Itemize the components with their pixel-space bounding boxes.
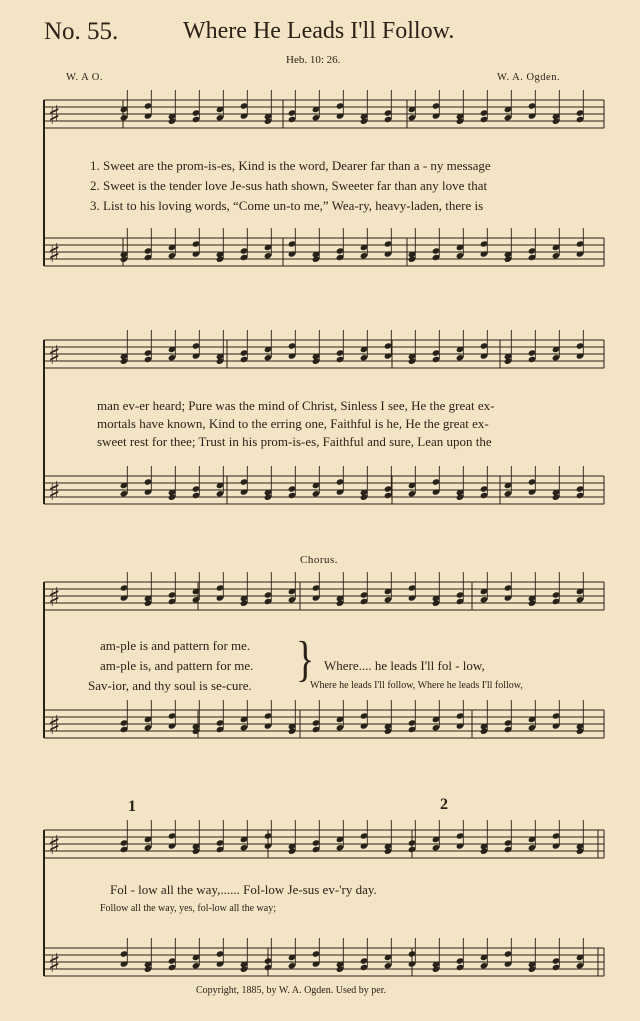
verse-2-line-2: mortals have known, Kind to the erring one, Faithful is he, He the great ex- (97, 416, 489, 431)
clef-glyph: ♯ (48, 341, 61, 371)
chorus-bass-lyric: Where he leads I'll follow, Where he leads I'll follow, (310, 680, 523, 691)
clef-glyph: ♯ (48, 583, 61, 613)
verse-3-ending: Sav-ior, and thy soul is se-cure. (88, 678, 252, 693)
note-heads (120, 90, 585, 973)
chorus-label: Chorus. (300, 554, 339, 566)
first-ending-number: 1 (128, 798, 136, 815)
verse-1-line-2: man ev-er heard; Pure was the mind of Christ, Sinless I see, He the great ex- (97, 398, 495, 413)
lyricist-credit: W. A O. (66, 72, 103, 83)
clef-glyph: ♯ (48, 239, 61, 269)
staff-lines (44, 100, 604, 979)
verse-2-line-1: 2. Sweet is the tender love Je-sus hath shown, Sweeter far than any love that (90, 178, 488, 193)
scripture-reference: Heb. 10: 26. (286, 54, 341, 66)
clef-glyph: ♯ (48, 831, 61, 861)
verse-3-line-1: 3. List to his loving words, “Come un-to me,” Wea-ry, heavy-laden, there is (90, 198, 484, 213)
verse-1-ending: am-ple is and pattern for me. (100, 638, 251, 653)
clef-glyph: ♯ (48, 949, 61, 979)
verse-2-ending: am-ple is, and pattern for me. (100, 658, 254, 673)
clef-glyph: ♯ (48, 101, 61, 131)
copyright-notice: Copyright, 1885, by W. A. Ogden. Used by per. (196, 985, 386, 996)
final-bass-lyric: Follow all the way, yes, fol-low all the way; (100, 903, 276, 914)
composer-credit: W. A. Ogden. (497, 72, 561, 83)
hymn-title: Where He Leads I'll Follow. (183, 18, 455, 44)
chorus-lyric: Where.... he leads I'll fol - low, (324, 658, 485, 673)
hymn-number: No. 55. (44, 18, 119, 45)
verse-3-line-2: sweet rest for thee; Trust in his prom-is-es, Faithful and sure, Lean upon the (97, 434, 492, 449)
clef-glyph: ♯ (48, 477, 61, 507)
verse-1-line-1: 1. Sweet are the prom-is-es, Kind is the word, Dearer far than a - ny message (90, 158, 491, 173)
clef-glyph: ♯ (48, 711, 61, 741)
final-lyric: Fol - low all the way,...... Fol-low Je-sus ev-'ry day. (110, 882, 377, 897)
second-ending-number: 2 (440, 796, 448, 813)
brace-glyph: } (296, 632, 315, 688)
